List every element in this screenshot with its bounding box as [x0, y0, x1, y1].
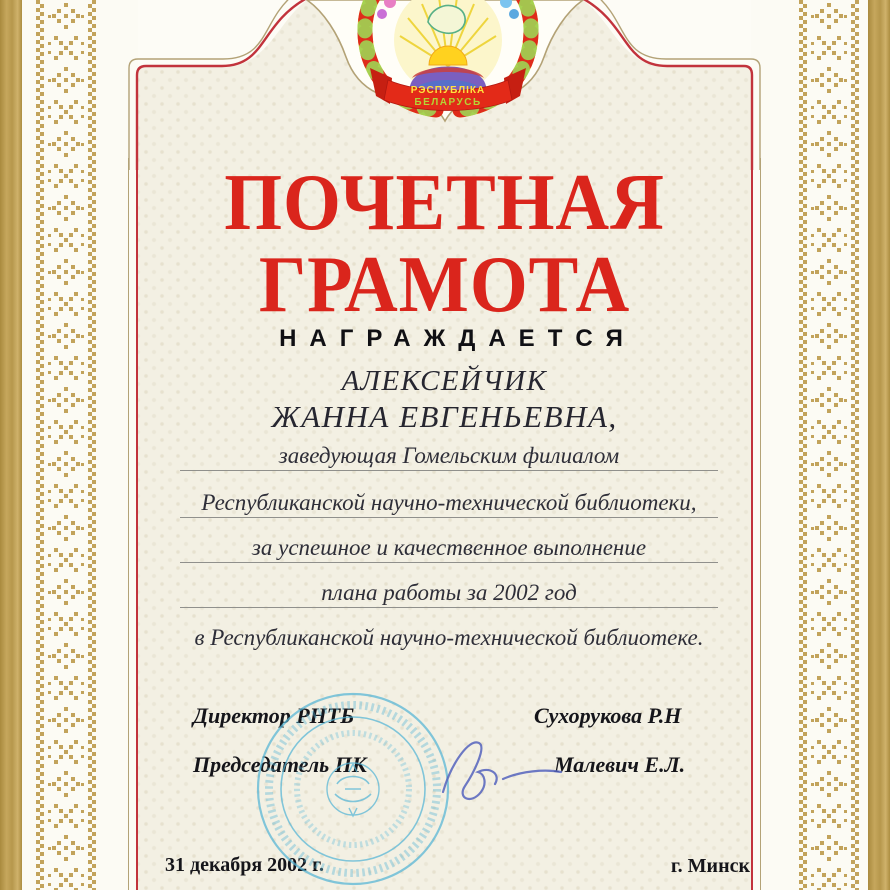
recipient-surname: АЛЕКСЕЙЧИК — [341, 365, 548, 397]
award-line-2: Республиканской научно-технической библиотеки, — [180, 489, 718, 518]
subtitle-awarded-to: НАГРАЖДАЕТСЯ — [279, 325, 636, 352]
issue-date: 31 декабря 2002 г. — [165, 854, 324, 876]
signatory-name-director: Сухорукова Р.Н — [534, 703, 682, 728]
frame-tan-line-left — [128, 158, 129, 890]
frame-red-line-left — [136, 158, 138, 890]
issue-city: г. Минск — [670, 855, 750, 877]
ribbon-text-top: РЭСПУБЛІКА — [410, 85, 486, 96]
signatory-position-chairman: Председатель ПК — [193, 752, 367, 777]
signature-ink — [425, 722, 585, 807]
frame-tan-line-right — [760, 158, 761, 890]
frame-red-line-right — [751, 158, 753, 890]
signatory-position-director: Директор РНТБ — [193, 703, 355, 728]
award-line-4: плана работы за 2002 год — [180, 579, 718, 608]
ribbon-text-bottom: БЕЛАРУСЬ — [414, 97, 482, 108]
award-line-3: за успешное и качественное выполнение — [180, 534, 718, 563]
title-line-2: ГРАМОТА — [258, 241, 631, 329]
title-line-1: ПОЧЕТНАЯ — [224, 159, 665, 247]
award-line-1: заведующая Гомельским филиалом — [180, 442, 718, 471]
white-margin-left — [138, 0, 307, 75]
recipient-name-patronymic: ЖАННА ЕВГЕНЬЕВНА, — [271, 399, 618, 434]
award-line-5: в Республиканской научно-технической библиотеке. — [194, 625, 704, 650]
frame-top-arch — [0, 0, 890, 170]
white-margin-right — [583, 0, 751, 75]
signatory-name-chairman: Малевич Е.Л. — [554, 752, 686, 777]
